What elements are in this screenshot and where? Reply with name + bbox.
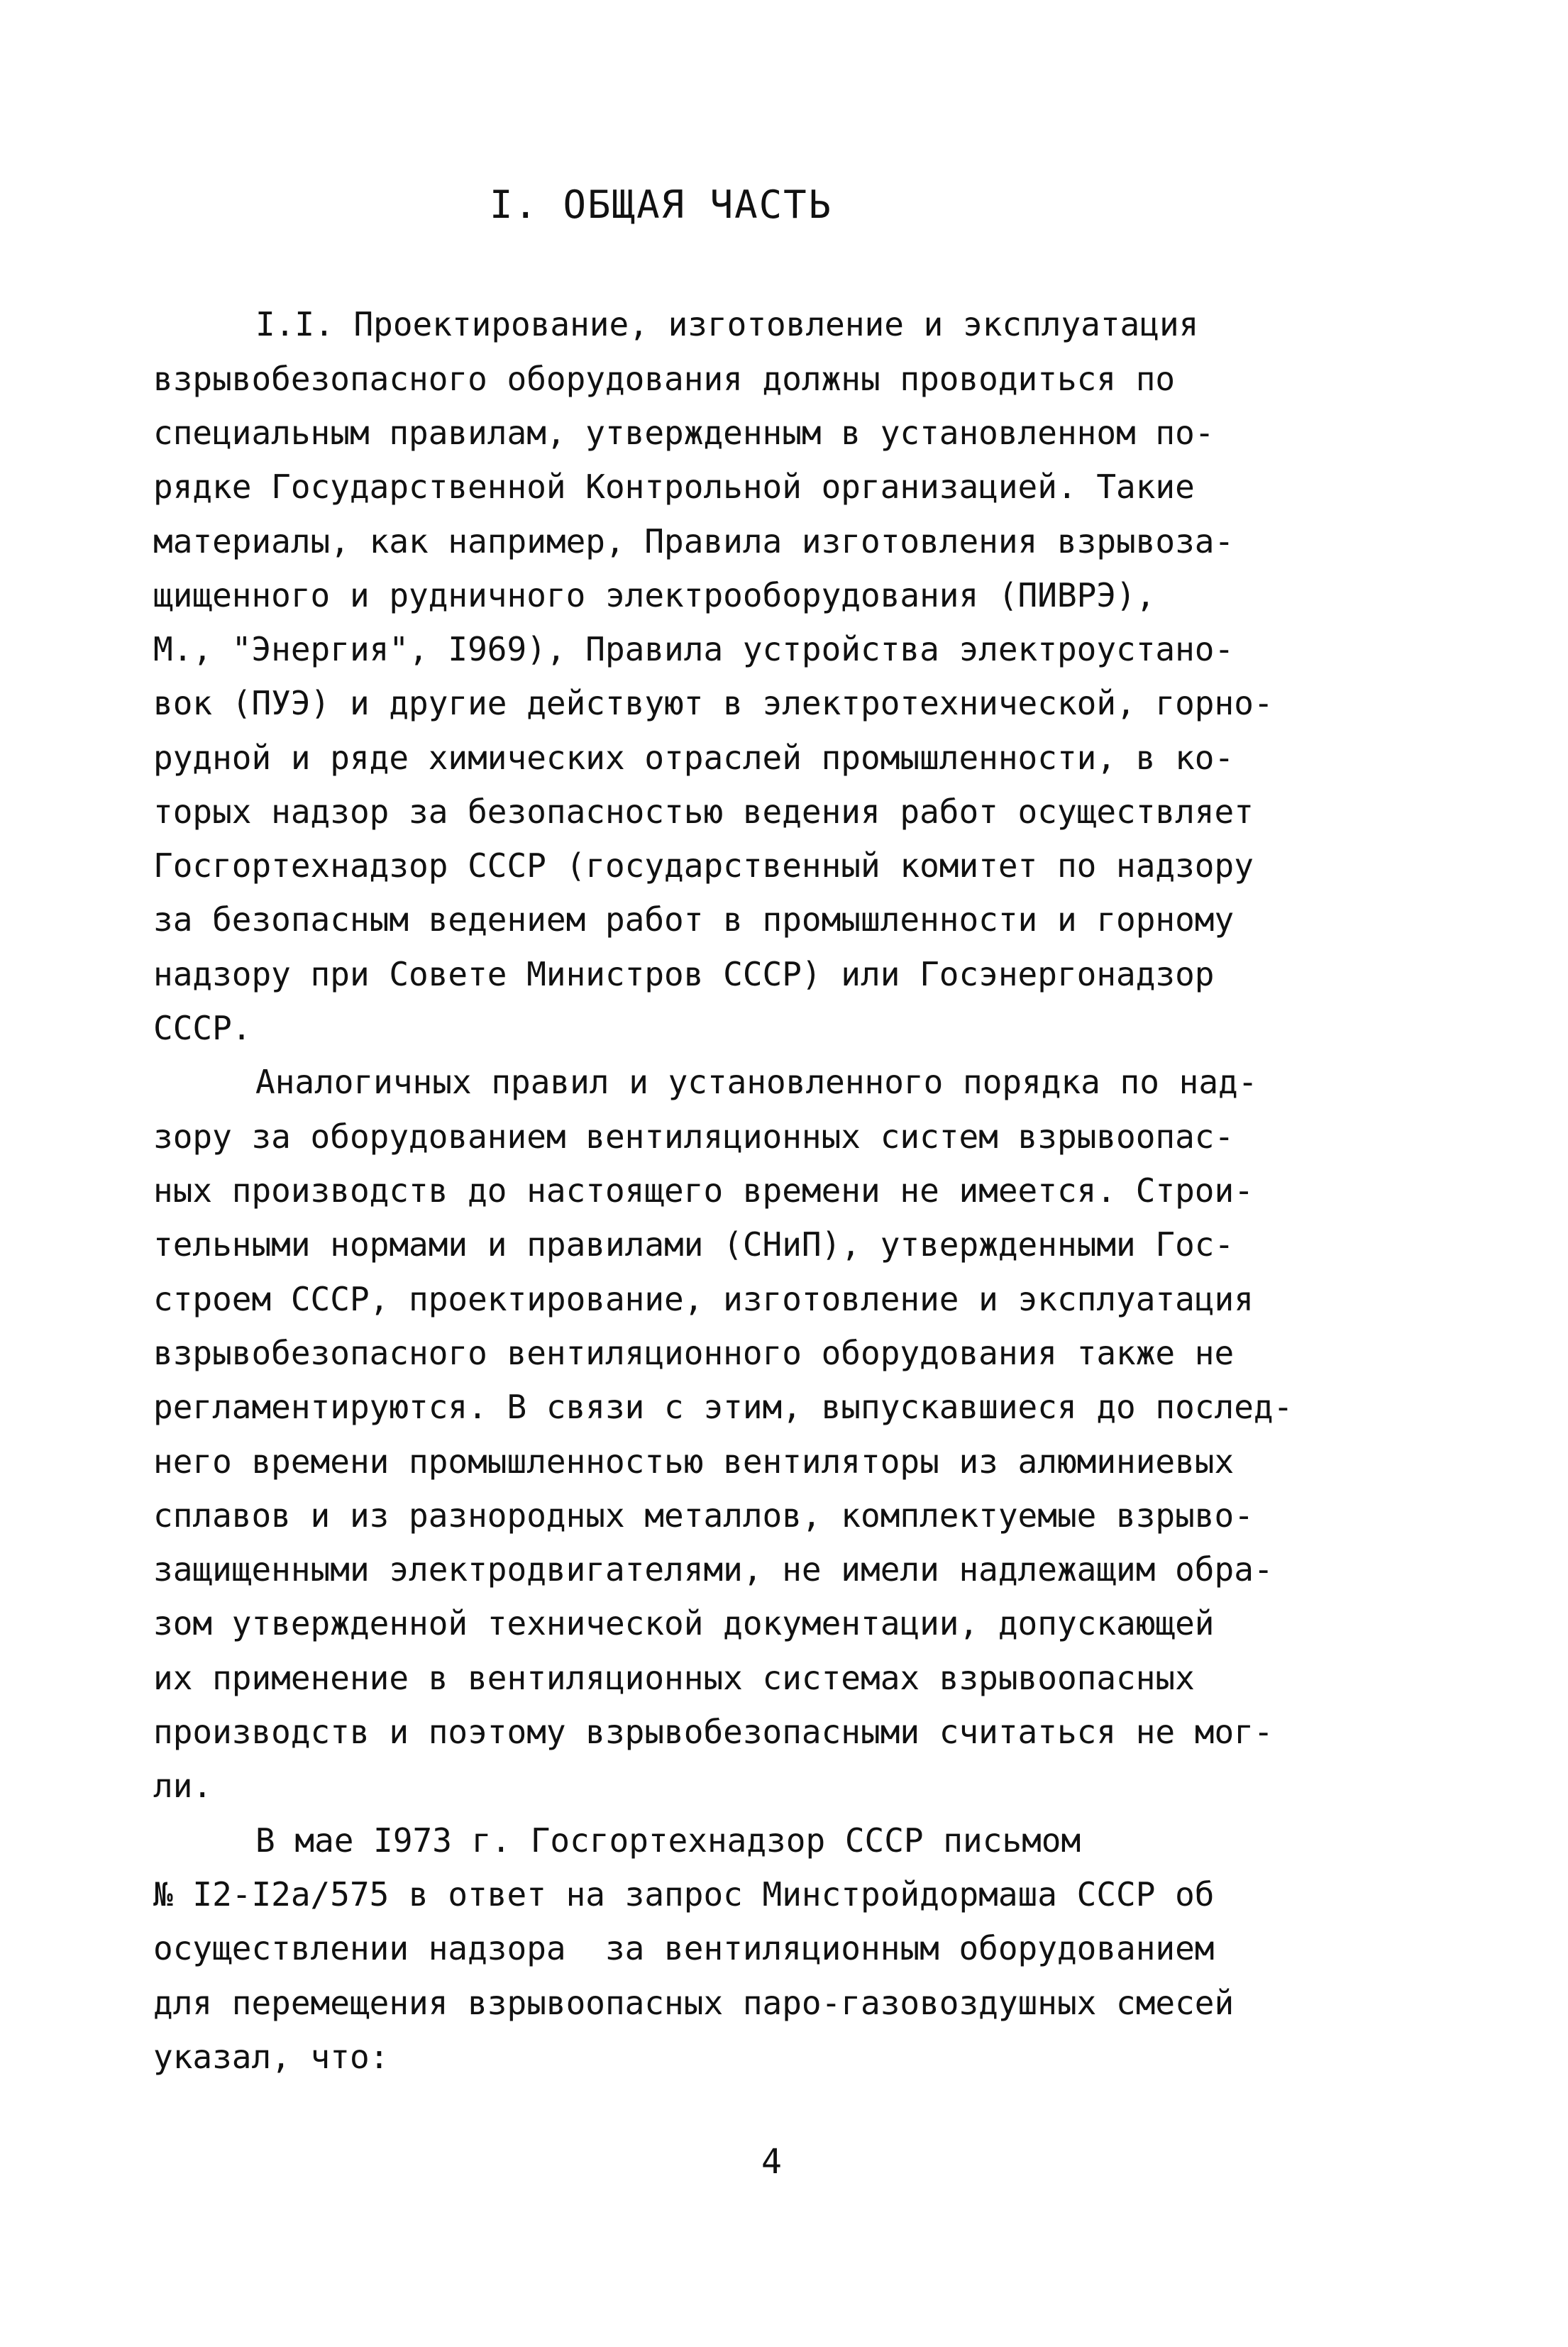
text-line: зору за оборудованием вентиляционных систем взрывоопас- [153,1117,1235,1156]
text-line: ли. [153,1767,213,1805]
text-line: I.I. Проектирование, изготовление и эксплуатация [255,305,1199,343]
text-line: Госгортехнадзор СССР (государственный комитет по надзору [153,846,1254,885]
text-line: рудной и ряде химических отраслей промышленности, в ко- [153,739,1235,777]
text-line: их применение в вентиляционных системах взрывоопасных [153,1659,1195,1697]
text-line: рядке Государственной Контрольной организацией. Такие [153,468,1195,506]
text-line: строем СССР, проектирование, изготовление и эксплуатация [153,1280,1254,1318]
text-line: специальным правилам, утвержденным в установленном по- [153,414,1215,452]
text-line: щищенного и рудничного электрооборудования (ПИВРЭ), [153,576,1156,614]
text-line: взрывобезопасного вентиляционного оборудования также не [153,1334,1235,1372]
text-line: указал, что: [153,2038,390,2076]
text-line: тельными нормами и правилами (СНиП), утвержденными Гос- [153,1225,1235,1264]
text-line: него времени промышленностью вентиляторы из алюминиевых [153,1442,1235,1481]
text-line: за безопасным ведением работ в промышленности и горному [153,900,1235,939]
page-number: 4 [761,2142,782,2182]
text-line: М., "Энергия", I969), Правила устройства электроустано- [153,630,1235,668]
text-line: сплавов и из разнородных металлов, комплектуемые взрыво- [153,1496,1254,1535]
text-line: ных производств до настоящего времени не имеется. Строи- [153,1171,1254,1210]
section-heading: I. ОБЩАЯ ЧАСТЬ [490,182,833,227]
text-line: взрывобезопасного оборудования должны проводиться по [153,360,1176,398]
text-line: торых надзор за безопасностью ведения работ осуществляет [153,793,1254,831]
text-line: № I2-I2а/575 в ответ на запрос Минстройдормаша СССР об [153,1875,1215,1914]
text-line: Аналогичных правил и установленного порядка по над- [255,1063,1258,1101]
text-line: В мае I973 г. Госгортехнадзор СССР письмом [255,1821,1081,1860]
text-line: материалы, как например, Правила изготовления взрывоза- [153,522,1235,560]
text-line: зом утвержденной технической документации, допускающей [153,1604,1215,1642]
text-line: производств и поэтому взрывобезопасными считаться не мог- [153,1713,1274,1751]
text-line: СССР. [153,1009,252,1047]
text-line: вок (ПУЭ) и другие действуют в электротехнической, горно- [153,684,1274,722]
text-line: регламентируются. В связи с этим, выпускавшиеся до послед- [153,1388,1293,1426]
text-line: надзору при Совете Министров СССР) или Госэнергонадзор [153,955,1215,993]
text-line: осуществлении надзора за вентиляционным оборудованием [153,1929,1215,1967]
text-line: защищенными электродвигателями, не имели надлежащим обра- [153,1550,1274,1589]
text-line: для перемещения взрывоопасных паро-газовоздушных смесей [153,1984,1235,2022]
